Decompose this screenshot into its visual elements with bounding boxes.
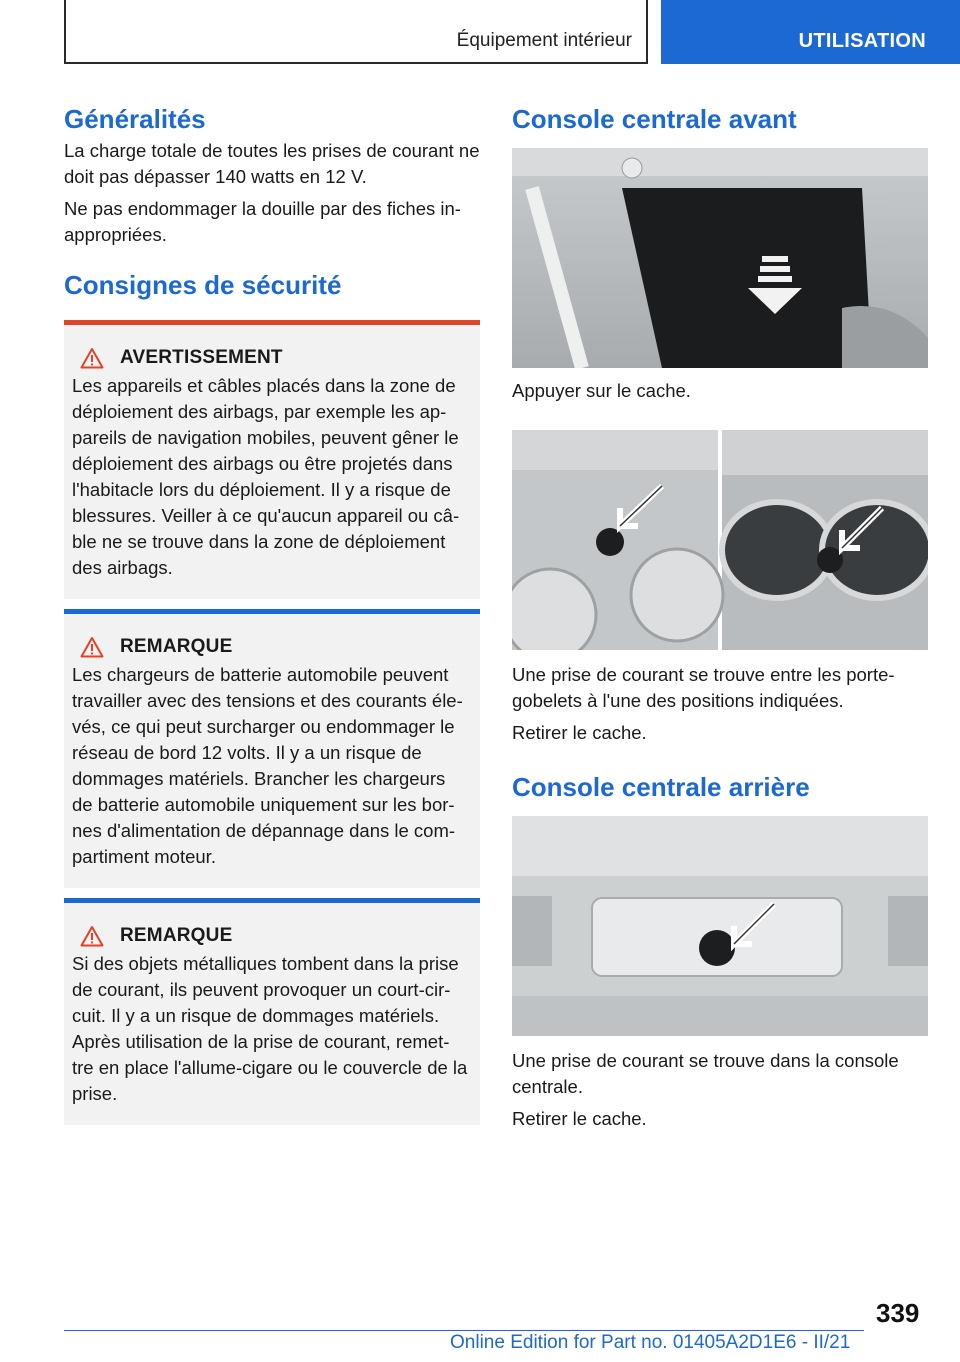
note-label-1: REMARQUE bbox=[120, 636, 233, 657]
warning-box bbox=[64, 320, 480, 599]
right-column bbox=[512, 100, 928, 1132]
heading-safety: Consignes de sécurité bbox=[64, 270, 342, 300]
header-section-title: Équipement intérieur bbox=[456, 30, 632, 51]
general-paragraph-2: Ne pas endommager la douille par des fiches in‐appropriées. bbox=[64, 198, 461, 245]
footer-divider bbox=[64, 1330, 864, 1331]
page-number: 339 bbox=[876, 1298, 920, 1328]
header-section-box bbox=[64, 0, 648, 64]
front-caption-2: Une prise de courant se trouve entre les porte-gobelets à l'une des positions indiquées. bbox=[512, 664, 895, 711]
footer-edition: Online Edition for Part no. 01405A2D1E6 - II/21 bbox=[450, 1332, 851, 1353]
rear-console-socket-photo bbox=[512, 816, 928, 1036]
front-console-cover-photo bbox=[512, 148, 928, 368]
note-text-1: Les chargeurs de batterie automobile peuvent travailler avec des tensions et des courants éle‐vés, ce qui peut surcharger ou endommager le réseau de bord 12 volts. Il y a un risque de dommages matériels. Brancher les chargeurs de batterie automobile uniquement sur les bor‐nes d'alimentation de dépannage dans le com‐partiment moteur. bbox=[72, 664, 463, 867]
header-chapter-tab bbox=[661, 0, 960, 64]
front-caption-3: Retirer le cache. bbox=[512, 722, 647, 743]
note-text-2: Si des objets métalliques tombent dans la prise de courant, ils peuvent provoquer un court-cir‐cuit. Il y a un risque de dommages matériels. Après utilisation de la prise de courant, remet‐tre en place l'allume-cigare ou le couvercle de la prise. bbox=[72, 953, 468, 1104]
heading-general: Généralités bbox=[64, 104, 206, 134]
front-caption-1: Appuyer sur le cache. bbox=[512, 380, 691, 401]
note-box-2 bbox=[64, 898, 480, 1125]
rear-caption-1: Une prise de courant se trouve dans la console centrale. bbox=[512, 1050, 899, 1097]
warning-triangle-icon bbox=[80, 925, 104, 947]
cup-holder-socket-photo bbox=[512, 430, 928, 650]
note-box-1 bbox=[64, 609, 480, 888]
warning-text: Les appareils et câbles placés dans la zone de déploiement des airbags, par exemple les ap‐pareils de navigation mobiles, peuvent gêner le déploiement des airbags ou être projetés dans l'habitacle lors du déploiement. Il y a risque de blessures. Veiller à ce qu'aucun appareil ou câ‐ble ne se trouve dans la zone de déploiement des airbags. bbox=[72, 375, 460, 578]
header-chapter-title: UTILISATION bbox=[798, 30, 926, 52]
general-paragraph-1: La charge totale de toutes les prises de courant ne doit pas dépasser 140 watts en 12 V. bbox=[64, 140, 480, 187]
warning-triangle-icon bbox=[80, 347, 104, 369]
warning-label: AVERTISSEMENT bbox=[120, 347, 283, 368]
note-label-2: REMARQUE bbox=[120, 925, 233, 946]
heading-rear-console: Console centrale arrière bbox=[512, 772, 810, 802]
left-column bbox=[64, 100, 480, 1125]
warning-triangle-icon bbox=[80, 636, 104, 658]
rear-caption-2: Retirer le cache. bbox=[512, 1108, 647, 1129]
heading-front-console: Console centrale avant bbox=[512, 104, 797, 134]
